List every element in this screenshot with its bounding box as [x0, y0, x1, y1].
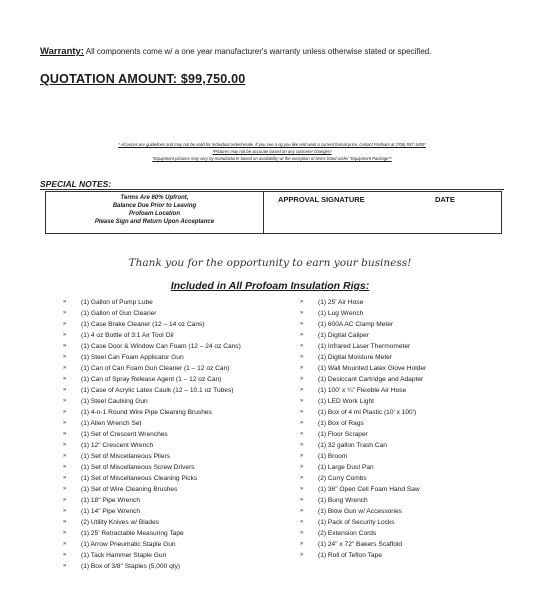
- list-item: [300, 308, 426, 319]
- list-item: [300, 495, 426, 506]
- list-item-text: (1) Box of 4 ml Plastic (10' x 100'): [318, 409, 417, 416]
- bullet-icon: »: [300, 453, 304, 459]
- list-item: [300, 440, 426, 451]
- list-item-text: (1) Digital Caliper: [318, 332, 369, 339]
- list-item-text: (1) Allen Wrench Set: [81, 420, 142, 427]
- bullet-icon: »: [63, 497, 67, 503]
- bullet-icon: »: [63, 354, 67, 360]
- list-item-text: (2) Utility Knives w/ Blades: [81, 519, 160, 526]
- list-item-text: (1) Case Brake Cleaner (12 – 14 oz Cans): [81, 321, 205, 328]
- list-item: [63, 495, 241, 506]
- bullet-icon: »: [63, 332, 67, 338]
- bullet-icon: »: [300, 310, 304, 316]
- quotation-amount: QUOTATION AMOUNT: $99,750.00: [40, 72, 246, 86]
- bullet-icon: »: [300, 420, 304, 426]
- list-item: [63, 308, 241, 319]
- list-item-text: (1) 600A AC Clamp Meter: [318, 321, 394, 328]
- list-item: [300, 374, 426, 385]
- list-item: [63, 319, 241, 330]
- approval-box: [45, 191, 502, 234]
- list-item: [63, 341, 241, 352]
- list-item: [63, 297, 241, 308]
- list-item: [300, 429, 426, 440]
- list-item: [63, 484, 241, 495]
- list-item-text: (2) Extension Cords: [318, 530, 377, 537]
- list-item-text: (1) 36" Open Cell Foam Hand Saw: [318, 486, 420, 493]
- list-item-text: (1) Gallon of Gun Cleaner: [81, 310, 157, 317]
- list-item-text: (1) Wall Mounted Latex Glove Holder: [318, 365, 427, 372]
- included-items-left-list: [63, 297, 241, 572]
- list-item-text: (1) Broom: [318, 453, 348, 460]
- list-item-text: (1) Floor Scraper: [318, 431, 368, 438]
- bullet-icon: »: [63, 387, 67, 393]
- list-item: [63, 396, 241, 407]
- list-item: [63, 330, 241, 341]
- list-item-text: (1) Pack of Security Locks: [318, 519, 395, 526]
- list-item: [63, 363, 241, 374]
- bullet-icon: »: [300, 398, 304, 404]
- list-item-text: (1) Set of Crescent Wrenches: [81, 431, 168, 438]
- bullet-icon: »: [300, 354, 304, 360]
- bullet-icon: »: [300, 332, 304, 338]
- bullet-icon: »: [300, 552, 304, 558]
- list-item-text: (1) 4 oz Bottle of 3:1 Air Tool Oil: [81, 332, 174, 339]
- date-field[interactable]: DATE: [435, 195, 455, 204]
- bullet-icon: »: [300, 519, 304, 525]
- list-item: [300, 539, 426, 550]
- bullet-icon: »: [63, 563, 67, 569]
- warranty-line: [40, 46, 431, 57]
- terms-line: Profoam Location: [128, 211, 180, 217]
- list-item-text: (1) Steel Caulking Gun: [81, 398, 148, 405]
- list-item-text: (1) Set of Wire Cleaning Brushes: [81, 486, 178, 493]
- list-item: [63, 407, 241, 418]
- bullet-icon: »: [63, 541, 67, 547]
- list-item-text: (1) Lug Wrench: [318, 310, 364, 317]
- bullet-icon: »: [300, 497, 304, 503]
- fine-print-line: *Pictures may not be accurate based on any customer changes*: [212, 149, 332, 155]
- list-item: [63, 440, 241, 451]
- bullet-icon: »: [63, 486, 67, 492]
- divider: [40, 189, 504, 190]
- bullet-icon: »: [300, 541, 304, 547]
- list-item: [300, 385, 426, 396]
- terms-line: Balance Due Prior to Leaving: [112, 203, 197, 209]
- list-item: [300, 451, 426, 462]
- included-items-right-list: [300, 297, 426, 561]
- list-item-text: (1) Box of Rags: [318, 420, 364, 427]
- list-item: [300, 506, 426, 517]
- bullet-icon: »: [63, 343, 67, 349]
- list-item: [63, 550, 241, 561]
- list-item: [300, 396, 426, 407]
- bullet-icon: »: [300, 321, 304, 327]
- bullet-icon: »: [300, 475, 304, 481]
- thank-you-message: Thank you for the opportunity to earn your business!: [128, 257, 412, 269]
- bullet-icon: »: [63, 519, 67, 525]
- list-item-text: (1) Arrow Pneumatic Staple Gun: [81, 541, 176, 548]
- terms-cell: [46, 192, 264, 233]
- list-item-text: (1) 100' x ¼" Flexible Air Hose: [318, 387, 407, 394]
- list-item-text: (1) 14" Pipe Wrench: [81, 508, 141, 515]
- bullet-icon: »: [300, 464, 304, 470]
- list-item: [300, 484, 426, 495]
- list-item-text: (1) 32 gallon Trash Can: [318, 442, 387, 449]
- list-item: [300, 517, 426, 528]
- list-item-text: (1) 25' Air Hose: [318, 299, 364, 306]
- bullet-icon: »: [63, 398, 67, 404]
- bullet-icon: »: [63, 464, 67, 470]
- bullet-icon: »: [300, 376, 304, 382]
- list-item: [63, 385, 241, 396]
- list-item-text: (1) Desiccant Cartridge and Adapter: [318, 376, 424, 383]
- list-item-text: (2) Curry Combs: [318, 475, 367, 482]
- list-item-text: (1) 4-n-1 Round Wire Pipe Cleaning Brushes: [81, 409, 212, 416]
- fine-print: [40, 141, 504, 163]
- bullet-icon: »: [63, 310, 67, 316]
- list-item-text: (1) Roll of Teflon Tape: [318, 552, 382, 559]
- list-item: [63, 506, 241, 517]
- list-item: [63, 561, 241, 572]
- list-item: [63, 462, 241, 473]
- bullet-icon: »: [63, 299, 67, 305]
- list-item: [300, 297, 426, 308]
- warranty-text: All components come w/ a one year manufacturer's warranty unless otherwise stated or specified.: [84, 47, 432, 56]
- list-item-text: (1) Gallon of Pump Lube: [81, 299, 153, 306]
- list-item-text: (1) 25' Retractable Measuring Tape: [81, 530, 184, 537]
- special-notes-label: SPECIAL NOTES:: [40, 179, 112, 189]
- list-item-text: (1) Can of Spray Release Agent (1 – 12 oz Can): [81, 376, 222, 383]
- list-item: [63, 374, 241, 385]
- list-item-text: (1) Box of 3/8" Staples (5,000 qty): [81, 563, 181, 570]
- list-item: [63, 418, 241, 429]
- bullet-icon: »: [63, 420, 67, 426]
- fine-print-line: *Equipment pictures may vary by manufacturer based on availability w/ the exception of items listed under "Equipment Package"*: [152, 156, 392, 162]
- list-item: [300, 407, 426, 418]
- list-item: [300, 550, 426, 561]
- list-item: [63, 517, 241, 528]
- list-item: [300, 418, 426, 429]
- approval-signature-field[interactable]: APPROVAL SIGNATURE: [278, 195, 365, 204]
- fine-print-line: * All prices are guidelines and may not be valid for individual order/resale. If you see a rig you like and want a current formal price, contact Profoam at (706) 557-1400*: [118, 142, 426, 147]
- bullet-icon: »: [63, 365, 67, 371]
- list-item-text: (1) Large Dust Pan: [318, 464, 374, 471]
- list-item-text: (1) Case Door & Window Can Foam (12 – 24 oz Cans): [81, 343, 241, 350]
- bullet-icon: »: [300, 365, 304, 371]
- terms-line: Please Sign and Return Upon Acceptance: [94, 219, 215, 225]
- list-item: [300, 363, 426, 374]
- bullet-icon: »: [300, 409, 304, 415]
- bullet-icon: »: [300, 442, 304, 448]
- bullet-icon: »: [63, 475, 67, 481]
- bullet-icon: »: [300, 343, 304, 349]
- list-item-text: (1) Blow Gun w/ Accessories: [318, 508, 402, 515]
- list-item-text: (1) Case of Acrylic Latex Caulk (12 – 10.1 oz Tubes): [81, 387, 234, 394]
- list-item-text: (1) LED Work Light: [318, 398, 374, 405]
- list-item: [300, 462, 426, 473]
- bullet-icon: »: [63, 530, 67, 536]
- list-item-text: (1) Tack Hammer Staple Gun: [81, 552, 167, 559]
- list-item: [63, 429, 241, 440]
- list-item: [63, 539, 241, 550]
- list-item-text: (1) 12" Crescent Wrench: [81, 442, 154, 449]
- list-item: [300, 341, 426, 352]
- bullet-icon: »: [63, 442, 67, 448]
- list-item-text: (1) Set of Miscellaneous Pliers: [81, 453, 171, 460]
- list-item-text: (1) 24" x 72" Bakers Scaffold: [318, 541, 403, 548]
- list-item-text: (1) Set of Miscellaneous Screw Drivers: [81, 464, 195, 471]
- list-item: [63, 352, 241, 363]
- list-item: [63, 473, 241, 484]
- bullet-icon: »: [63, 321, 67, 327]
- list-item-text: (1) Steel Can Foam Applicator Gun: [81, 354, 184, 361]
- list-item: [300, 352, 426, 363]
- list-item-text: (1) Can of Can Foam Gun Cleaner (1 – 12 oz Can): [81, 365, 230, 372]
- bullet-icon: »: [63, 376, 67, 382]
- bullet-icon: »: [300, 486, 304, 492]
- bullet-icon: »: [300, 431, 304, 437]
- bullet-icon: »: [63, 508, 67, 514]
- list-item-text: (1) Digital Moisture Meter: [318, 354, 393, 361]
- bullet-icon: »: [300, 508, 304, 514]
- included-items-title: Included in All Profoam Insulation Rigs:: [170, 280, 370, 292]
- bullet-icon: »: [63, 453, 67, 459]
- warranty-label: Warranty:: [40, 46, 84, 57]
- list-item-text: (1) Infrared Laser Thermometer: [318, 343, 411, 350]
- bullet-icon: »: [300, 387, 304, 393]
- terms-line: Terms Are 60% Upfront,: [120, 195, 189, 201]
- bullet-icon: »: [300, 299, 304, 305]
- list-item: [63, 528, 241, 539]
- list-item: [300, 528, 426, 539]
- list-item: [63, 451, 241, 462]
- bullet-icon: »: [63, 431, 67, 437]
- list-item-text: (1) Bung Wrench: [318, 497, 368, 504]
- bullet-icon: »: [63, 409, 67, 415]
- bullet-icon: »: [63, 552, 67, 558]
- list-item: [300, 473, 426, 484]
- list-item-text: (1) Set of Miscellaneous Cleaning Picks: [81, 475, 198, 482]
- bullet-icon: »: [300, 530, 304, 536]
- list-item: [300, 330, 426, 341]
- list-item: [300, 319, 426, 330]
- list-item-text: (1) 18" Pipe Wrench: [81, 497, 141, 504]
